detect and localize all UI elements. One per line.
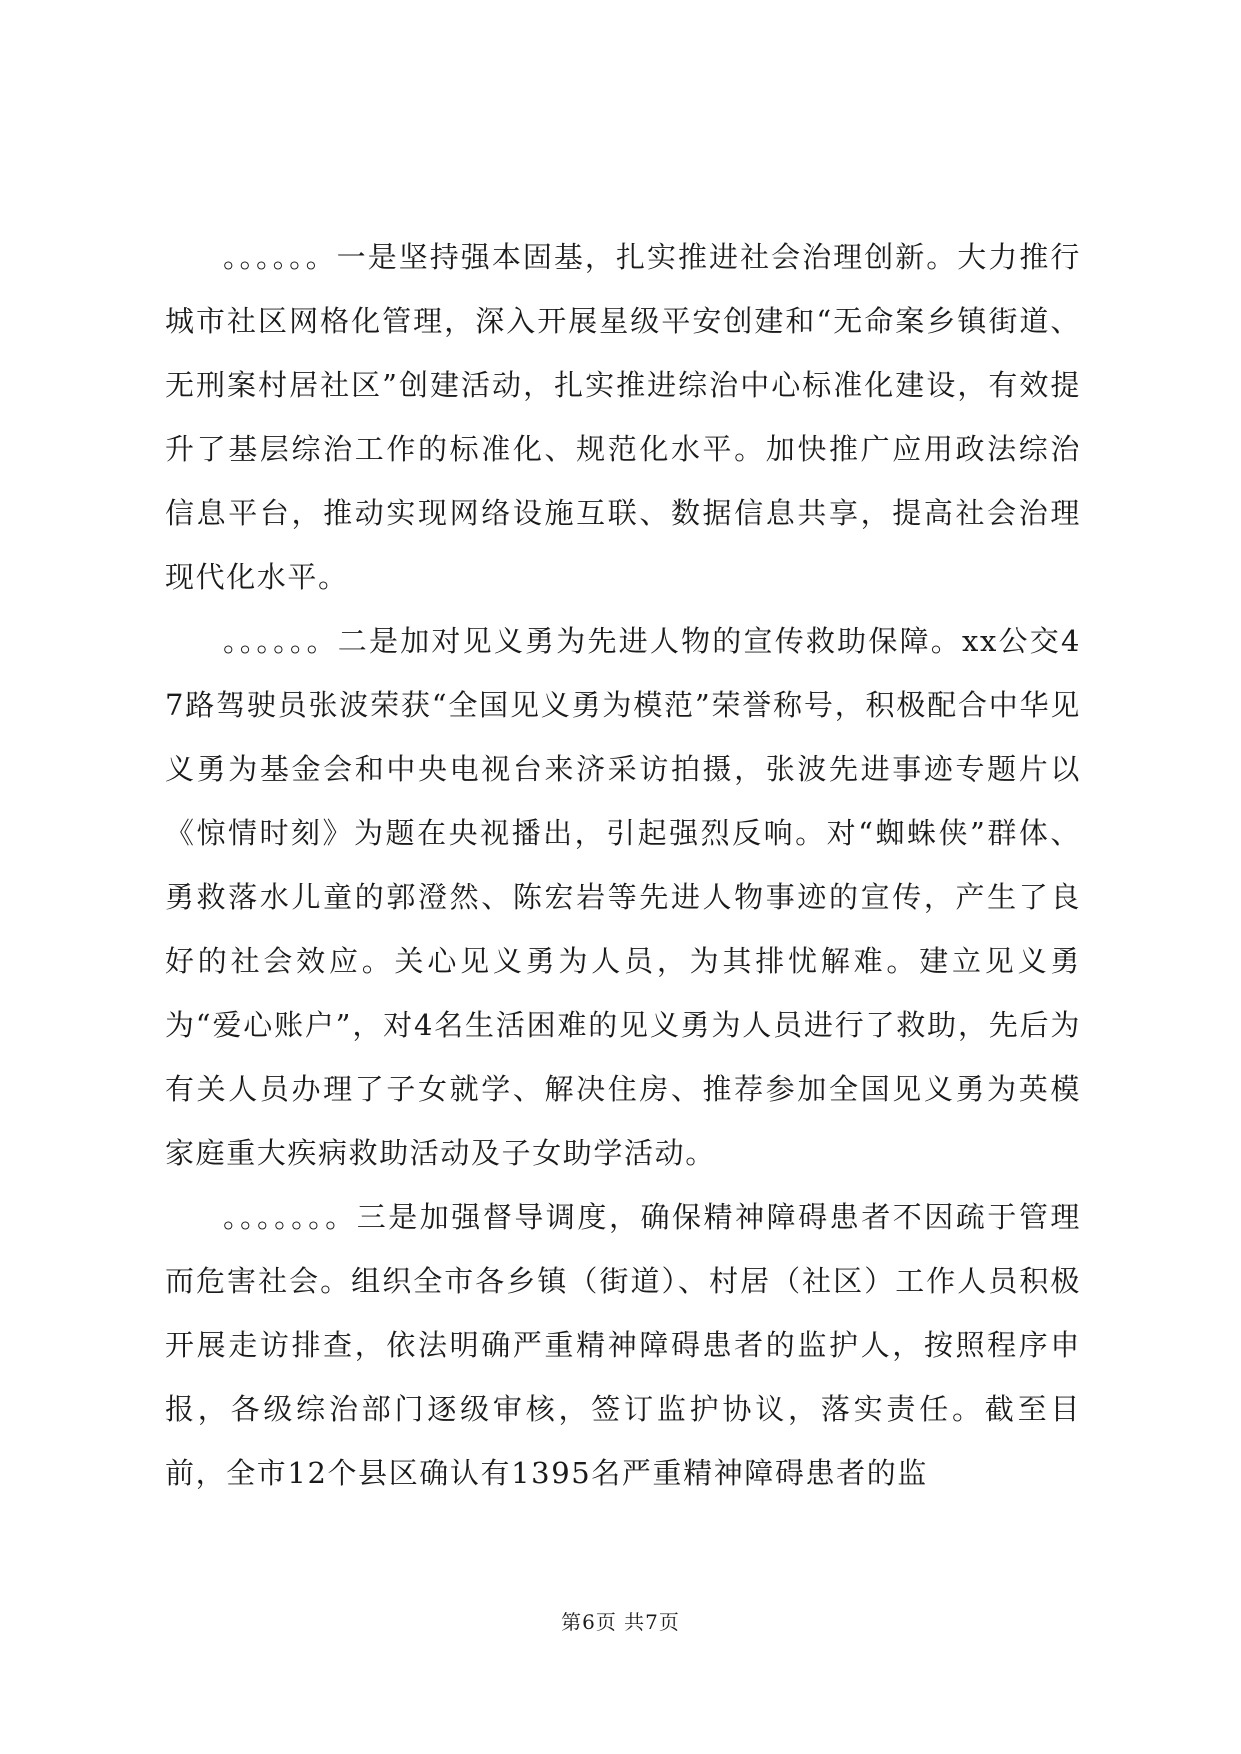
page-number-footer: 第6页 共7页 bbox=[561, 1610, 680, 1634]
document-body bbox=[165, 225, 1081, 1505]
paragraph-3: 。。。。。。。三是加强督导调度，确保精神障碍患者不因疏于管理而危害社会。组织全市各乡镇（街道）、村居（社区）工作人员积极开展走访排查，依法明确严重精神障碍患者的监护人，按照程序申报，各级综治部门逐级审核，签订监护协议，落实责任。截至目前，全市12个县区确认有1395名严重精神障碍患者的监 bbox=[165, 1200, 1081, 1490]
paragraph-1: 。。。。。。一是坚持强本固基，扎实推进社会治理创新。大力推行城市社区网格化管理，深入开展星级平安创建和“无命案乡镇街道、无刑案村居社区”创建活动，扎实推进综治中心标准化建设，有效提升了基层综治工作的标准化、规范化水平。加快推广应用政法综治信息平台，推动实现网络设施互联、数据信息共享，提高社会治理现代化水平。 bbox=[165, 240, 1081, 594]
paragraph-2: 。。。。。。二是加对见义勇为先进人物的宣传救助保障。xx公交47路驾驶员张波荣获“全国见义勇为模范”荣誉称号，积极配合中华见义勇为基金会和中央电视台来济采访拍摄，张波先进事迹专题片以《惊情时刻》为题在央视播出，引起强烈反响。对“蜘蛛侠”群体、勇救落水儿童的郭澄然、陈宏岩等先进人物事迹的宣传，产生了良好的社会效应。关心见义勇为人员，为其排忧解难。建立见义勇为“爱心账户”，对4名生活困难的见义勇为人员进行了救助，先后为有关人员办理了子女就学、解决住房、推荐参加全国见义勇为英模家庭重大疾病救助活动及子女助学活动。 bbox=[165, 624, 1081, 1170]
